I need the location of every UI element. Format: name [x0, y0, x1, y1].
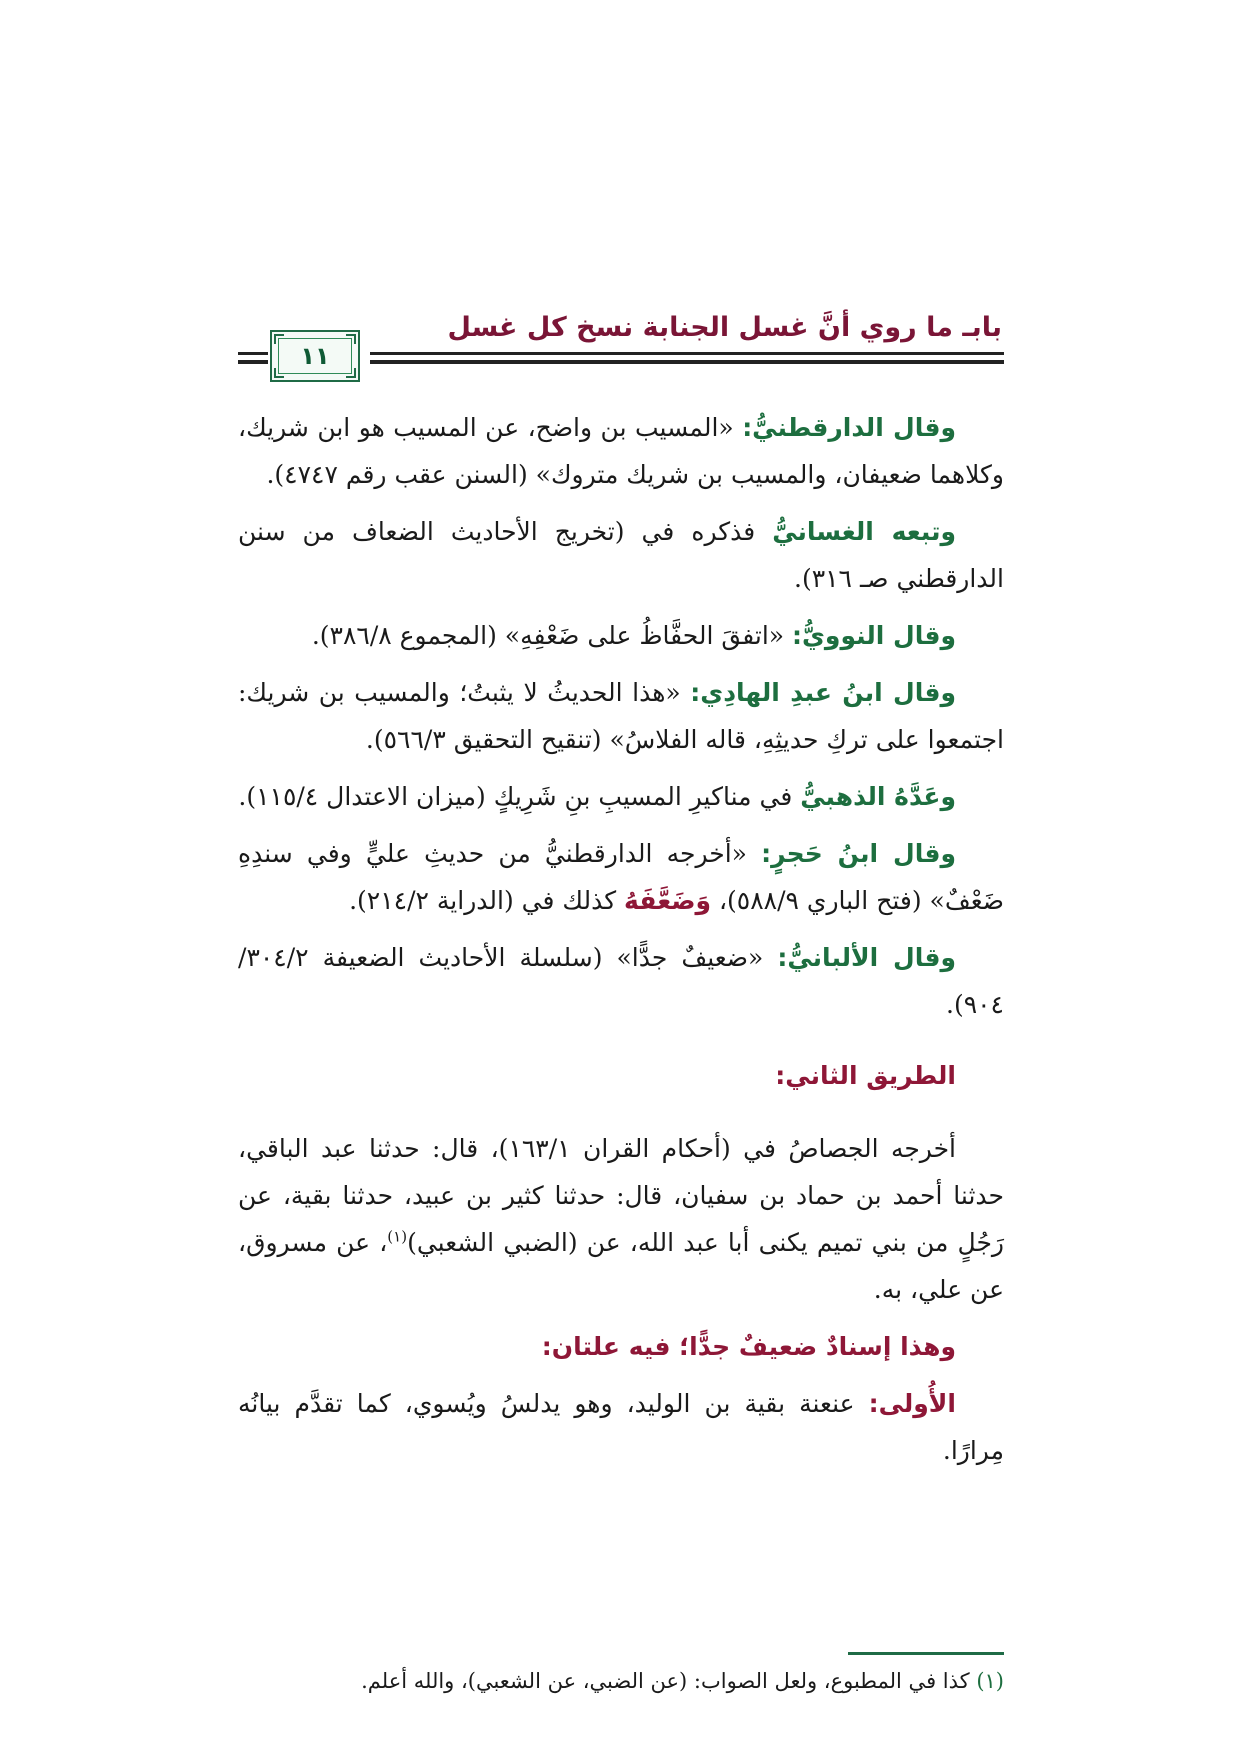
scholar-name: وقال الألبانيُّ:	[777, 943, 956, 972]
main-text	[238, 404, 1004, 1484]
paragraph-text: كذلك في (الدراية ٢١٤/٢).	[349, 886, 625, 915]
paragraph-ibn-hajar	[238, 830, 1004, 924]
first-defect-paragraph	[238, 1380, 1004, 1474]
header-rule-bottom	[370, 360, 1004, 364]
paragraph-text: «هذا الحديثُ لا يثبتُ؛ والمسيب بن شريك: اجتمعوا على تركِ حديثِهِ، قاله الفلاسُ» (تنقيح التحقيق ٥٦٦/٣).	[238, 678, 1004, 754]
defect-label: الأُولى:	[868, 1389, 956, 1418]
chapter-title: بابـ ما روي أنَّ غسل الجنابة نسخ كل غسل	[447, 312, 1002, 343]
scholar-name: وتبعه الغسانيُّ	[772, 517, 957, 546]
paragraph-ibn-abd-alhadi	[238, 669, 1004, 763]
paragraph-text: «المسيب بن واضح، عن المسيب هو ابن شريك، وكلاهما ضعيفان، والمسيب بن شريك متروك» (السنن عقب رقم ٤٧٤٧).	[238, 413, 1004, 489]
isnad-paragraph	[238, 1125, 1004, 1313]
paragraph-text: عنعنة بقية بن الوليد، وهو يدلسُ ويُسوي، كما تقدَّم بيانُه مِرارًا.	[238, 1389, 1004, 1465]
footnote-number: (١)	[976, 1669, 1004, 1693]
paragraph-ghassani	[238, 508, 1004, 602]
section-heading-text: الطريق الثاني:	[775, 1061, 956, 1090]
emphasis-word: وَضَعَّفَهُ	[624, 886, 712, 915]
paragraph-text: فذكره في (تخريج الأحاديث الضعاف من سنن الدارقطني صـ ٣١٦).	[238, 517, 1004, 593]
paragraph-dhahabi	[238, 773, 1004, 820]
scholar-name: وقال الدارقطنيُّ:	[742, 413, 956, 442]
paragraph-nawawi	[238, 612, 1004, 659]
scholar-name: وقال ابنُ عبدِ الهادِي:	[690, 678, 956, 707]
verdict-heading	[238, 1323, 1004, 1370]
page-number-frame	[270, 330, 360, 382]
paragraph-text: في مناكيرِ المسيبِ بنِ شَرِيكٍ (ميزان الاعتدال ١١٥/٤).	[238, 782, 801, 811]
footnote	[238, 1664, 1004, 1698]
footnote-reference[interactable]: (١)	[387, 1227, 408, 1246]
paragraph-text: «أخرجه الدارقطنيُّ من حديثِ عليٍّ وفي سندِهِ ضَعْفٌ» (فتح الباري ٥٨٨/٩)،	[238, 839, 1004, 915]
page-number: ١١	[300, 342, 330, 370]
header-rule-top	[370, 352, 1004, 355]
footnote-text: كذا في المطبوع، ولعل الصواب: (عن الضبي، عن الشعبي)، والله أعلم.	[361, 1669, 977, 1693]
header-rule-left-bottom	[238, 360, 268, 364]
paragraph-text: ، عن مسروق، عن علي، به.	[238, 1228, 1004, 1304]
scholar-name: وقال ابنُ حَجرٍ:	[761, 839, 956, 868]
paragraph-text: «اتفقَ الحفَّاظُ على ضَعْفِهِ» (المجموع ٣٨٦/٨).	[311, 621, 793, 650]
paragraph-albani	[238, 934, 1004, 1028]
scholar-name: وعَدَّهُ الذهبيُّ	[800, 782, 956, 811]
paragraph-text: «ضعيفٌ جدًّا» (سلسلة الأحاديث الضعيفة ٣٠٤/٢/ ٩٠٤).	[238, 943, 1004, 1019]
section-heading	[238, 1052, 1004, 1099]
paragraph-daraqutni	[238, 404, 1004, 498]
header-rule-left-top	[238, 352, 268, 355]
footnote-separator	[848, 1652, 1004, 1655]
verdict-heading-text: وهذا إسنادٌ ضعيفٌ جدًّا؛ فيه علتان:	[541, 1332, 956, 1361]
scholar-name: وقال النوويُّ:	[792, 621, 956, 650]
paragraph-text: أخرجه الجصاصُ في (أحكام القران ١٦٣/١)، قال: حدثنا عبد الباقي، حدثنا أحمد بن حماد بن سفيان، قال: حدثنا كثير بن عبيد، حدثنا بقية، عن رَجُلٍ من بني تميم يكنى أبا عبد الله، عن (الضبي الشعبي)	[238, 1134, 1004, 1257]
